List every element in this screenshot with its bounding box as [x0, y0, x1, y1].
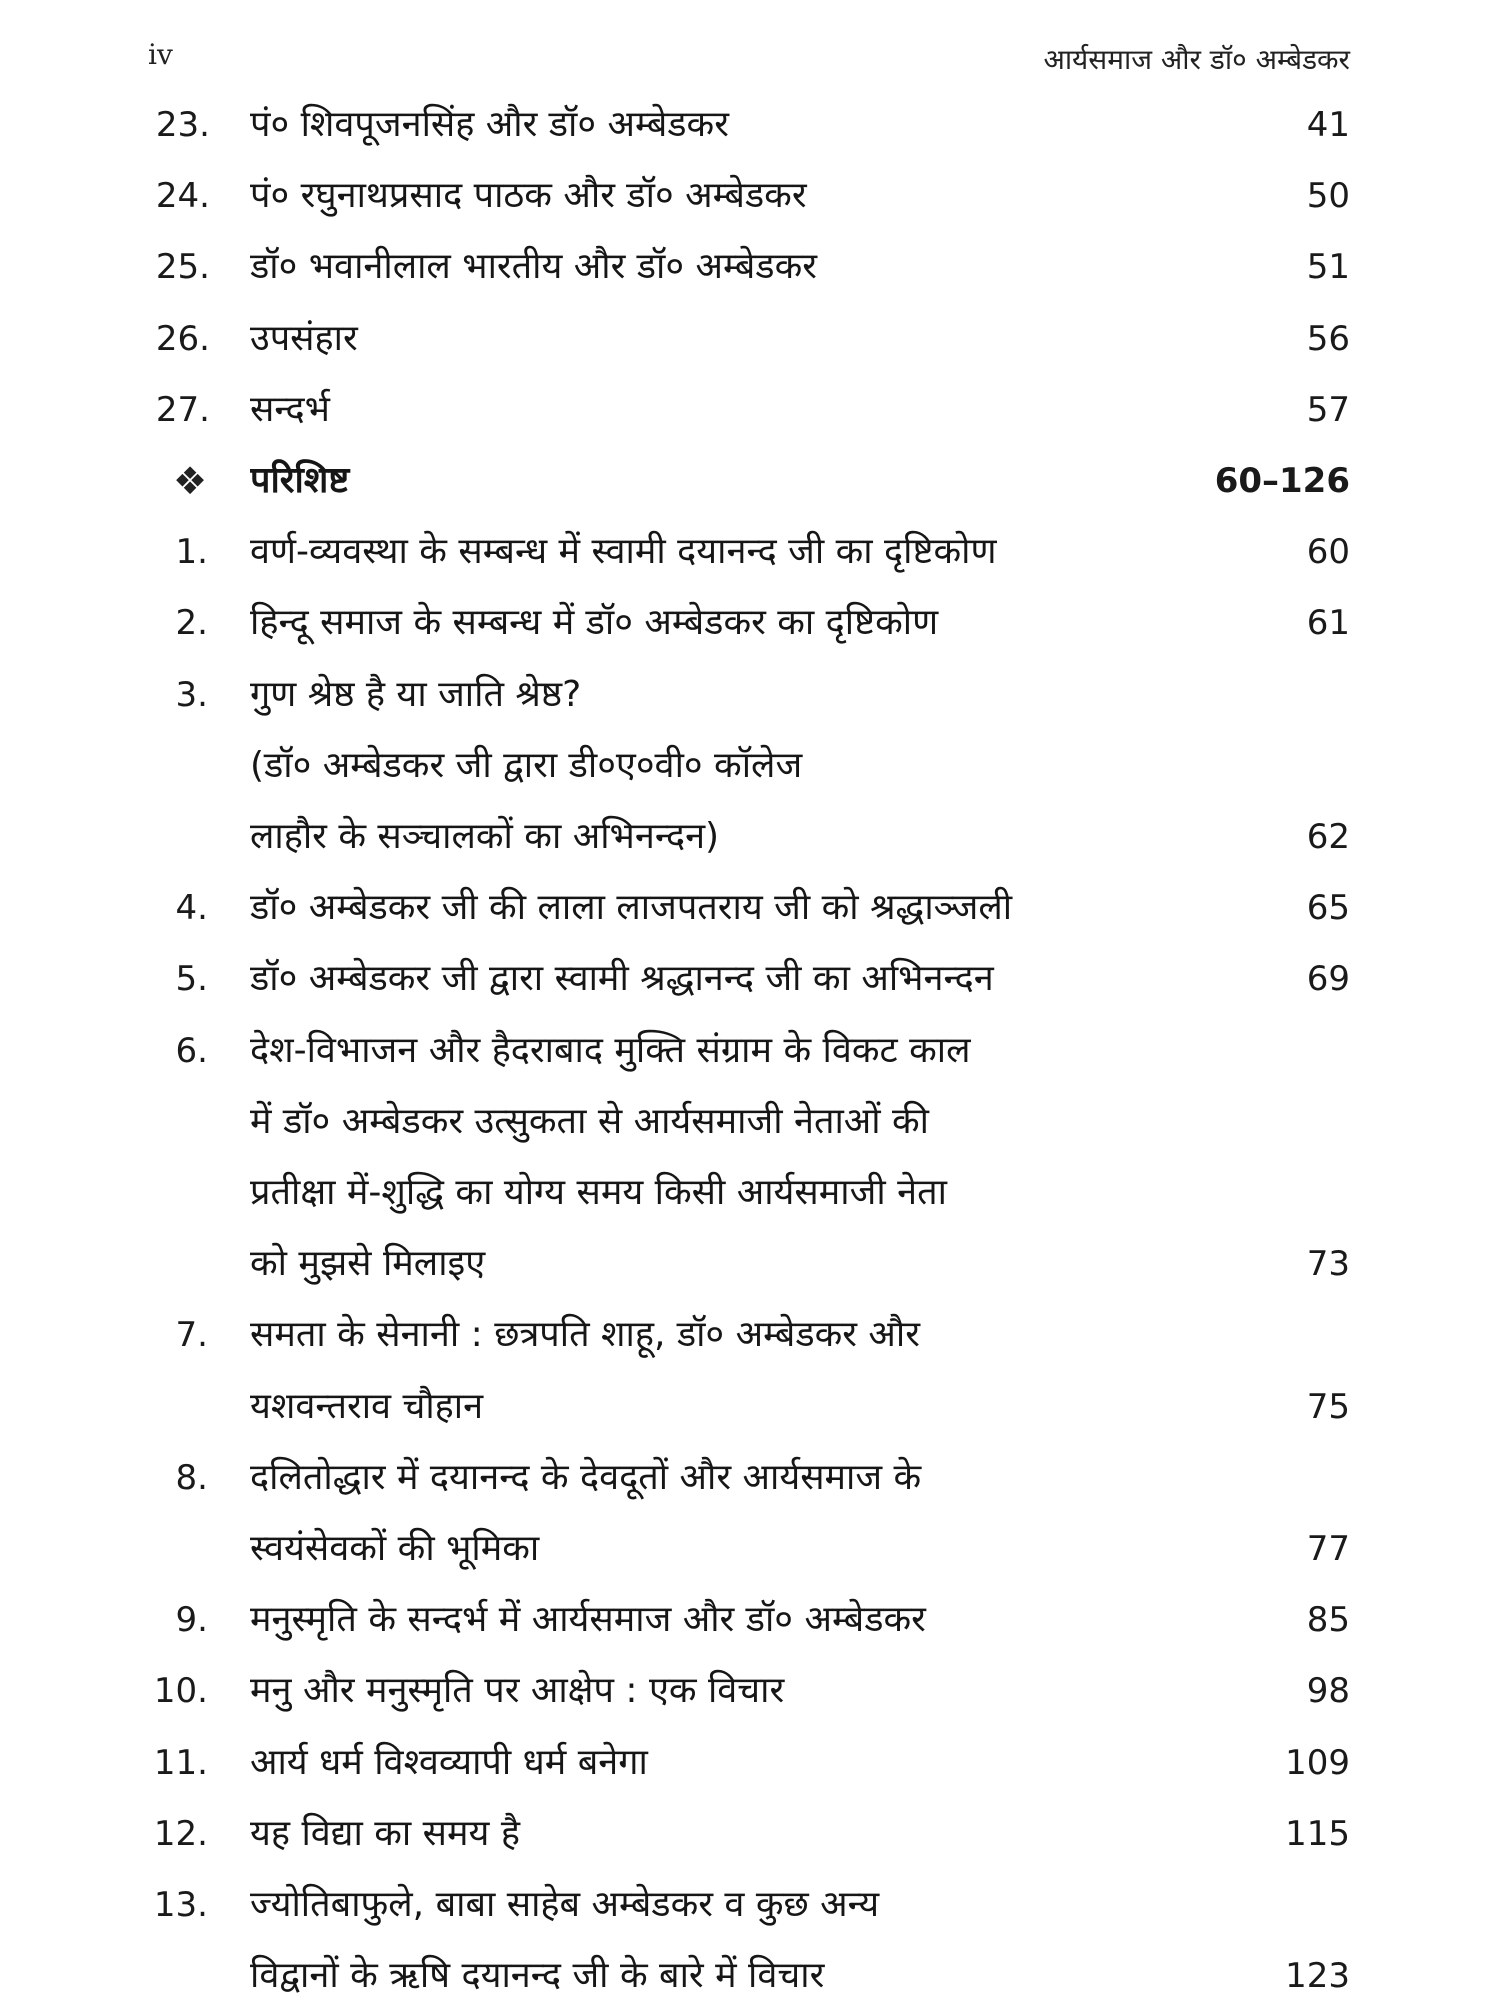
entry-number: 9. [175, 1600, 208, 1641]
appendix-entry-continuation [0, 1946, 1500, 2006]
entry-title: दलितोद्धार में दयानन्द के देवदूतों और आर्यसमाज के [250, 1456, 922, 1498]
entry-page: 115 [1285, 1813, 1350, 1854]
entry-number: 7. [175, 1315, 208, 1356]
entry-title: गुण श्रेष्ठ है या जाति श्रेष्ठ? [250, 673, 582, 715]
appendix-entry [0, 878, 1500, 938]
entry-title: (डॉ० अम्बेडकर जी द्वारा डी०ए०वी० कॉलेज [250, 744, 803, 786]
entry-title: को मुझसे मिलाइए [250, 1243, 486, 1285]
entry-title: मनुस्मृति के सन्दर्भ में आर्यसमाज और डॉ० अम्बेडकर [250, 1599, 926, 1641]
appendix-entry-continuation [0, 1377, 1500, 1437]
entry-page: 56 [1306, 318, 1350, 359]
toc-entry [0, 166, 1500, 226]
entry-page: 123 [1285, 1956, 1350, 1997]
appendix-entry-continuation [0, 1163, 1500, 1223]
appendix-entry [0, 1305, 1500, 1365]
entry-title: यह विद्या का समय है [250, 1812, 520, 1854]
appendix-entry [0, 593, 1500, 653]
entry-page: 57 [1306, 389, 1350, 430]
entry-page: 109 [1285, 1742, 1350, 1783]
entry-number: 26. [155, 318, 210, 359]
appendix-entry [0, 665, 1500, 725]
entry-title: डॉ० अम्बेडकर जी द्वारा स्वामी श्रद्धानन्द जी का अभिनन्दन [250, 958, 994, 1000]
entry-page: 62 [1306, 817, 1350, 857]
appendix-entry [0, 522, 1500, 582]
appendix-title: परिशिष्ट [250, 460, 350, 501]
appendix-entry [0, 1021, 1500, 1081]
entry-title: मनु और मनुस्मृति पर आक्षेप : एक विचार [250, 1670, 785, 1712]
entry-title: वर्ण-व्यवस्था के सम्बन्ध में स्वामी दयानन्द जी का दृष्टिकोण [250, 531, 997, 573]
entry-page: 73 [1306, 1244, 1350, 1285]
entry-title: देश-विभाजन और हैदराबाद मुक्ति संग्राम के विकट काल [250, 1029, 971, 1071]
entry-number: 10. [153, 1671, 208, 1712]
entry-title: डॉ० भवानीलाल भारतीय और डॉ० अम्बेडकर [250, 246, 817, 288]
appendix-entry [0, 1804, 1500, 1864]
appendix-entry [0, 1733, 1500, 1793]
four-diamond-icon: ❖ [172, 459, 208, 503]
appendix-heading [0, 451, 1500, 511]
appendix-entry [0, 949, 1500, 1009]
appendix-entry-continuation [0, 1234, 1500, 1294]
entry-number: 25. [155, 247, 210, 288]
appendix-entry-continuation [0, 807, 1500, 867]
entry-page: 75 [1306, 1386, 1350, 1427]
entry-title: पं० रघुनाथप्रसाद पाठक और डॉ० अम्बेडकर [250, 175, 807, 217]
entry-title: पं० शिवपूजनसिंह और डॉ० अम्बेडकर [250, 104, 729, 145]
entry-page: 85 [1306, 1600, 1350, 1641]
toc-entry [0, 309, 1500, 369]
entry-number: 3. [175, 674, 208, 715]
running-header-title: आर्यसमाज और डॉ० अम्बेडकर [1043, 43, 1350, 76]
entry-page: 98 [1306, 1671, 1350, 1712]
entry-number: 11. [153, 1742, 208, 1783]
entry-title: उपसंहार [250, 317, 358, 359]
entry-number: 5. [175, 959, 208, 1000]
appendix-entry [0, 1448, 1500, 1508]
entry-title: विद्वानों के ऋषि दयानन्द जी के बारे में विचार [250, 1955, 825, 1997]
page-number-roman: iv [148, 38, 173, 71]
entry-title: लाहौर के सञ्चालकों का अभिनन्दन) [250, 816, 720, 857]
appendix-entry [0, 1661, 1500, 1721]
entry-number: 27. [155, 389, 210, 430]
entry-page: 51 [1306, 247, 1350, 288]
entry-page: 65 [1306, 888, 1350, 929]
entry-title: में डॉ० अम्बेडकर उत्सुकता से आर्यसमाजी नेताओं की [250, 1100, 929, 1142]
entry-page: 77 [1306, 1529, 1350, 1569]
entry-title: प्रतीक्षा में-शुद्धि का योग्य समय किसी आर्यसमाजी नेता [250, 1172, 947, 1213]
entry-number: 4. [175, 888, 208, 929]
entry-number: 24. [155, 176, 210, 217]
entry-page: 41 [1306, 105, 1350, 145]
entry-number: 8. [175, 1457, 208, 1498]
entry-number: 23. [155, 105, 210, 145]
entry-title: ज्योतिबाफुले, बाबा साहेब अम्बेडकर व कुछ अन्य [250, 1884, 880, 1925]
entry-number: 6. [175, 1030, 208, 1071]
toc-entry [0, 380, 1500, 440]
entry-title: आर्य धर्म विश्वव्यापी धर्म बनेगा [250, 1741, 648, 1783]
toc-entry [0, 95, 1500, 155]
entry-number: 1. [175, 532, 208, 573]
appendix-entry [0, 1590, 1500, 1650]
entry-number: 13. [153, 1885, 208, 1925]
entry-page: 50 [1306, 176, 1350, 217]
entry-title: समता के सेनानी : छत्रपति शाहू, डॉ० अम्बेडकर और [250, 1314, 920, 1356]
entry-title: यशवन्तराव चौहान [250, 1385, 484, 1427]
entry-title: सन्दर्भ [250, 388, 330, 430]
appendix-entry-continuation [0, 1519, 1500, 1579]
appendix-entry-continuation [0, 1092, 1500, 1152]
appendix-entry [0, 1875, 1500, 1935]
entry-page: 69 [1306, 959, 1350, 1000]
entry-title: स्वयंसेवकों की भूमिका [250, 1528, 540, 1569]
entry-title: डॉ० अम्बेडकर जी की लाला लाजपतराय जी को श्रद्धाञ्जली [250, 887, 1013, 929]
appendix-entry-continuation [0, 736, 1500, 796]
entry-page: 60 [1306, 532, 1350, 573]
entry-title: हिन्दू समाज के सम्बन्ध में डॉ० अम्बेडकर का दृष्टिकोण [250, 602, 939, 644]
entry-page: 61 [1306, 603, 1350, 644]
toc-entry [0, 237, 1500, 297]
entry-number: 12. [153, 1813, 208, 1854]
appendix-range: 60–126 [1214, 461, 1350, 501]
entry-number: 2. [175, 603, 208, 644]
